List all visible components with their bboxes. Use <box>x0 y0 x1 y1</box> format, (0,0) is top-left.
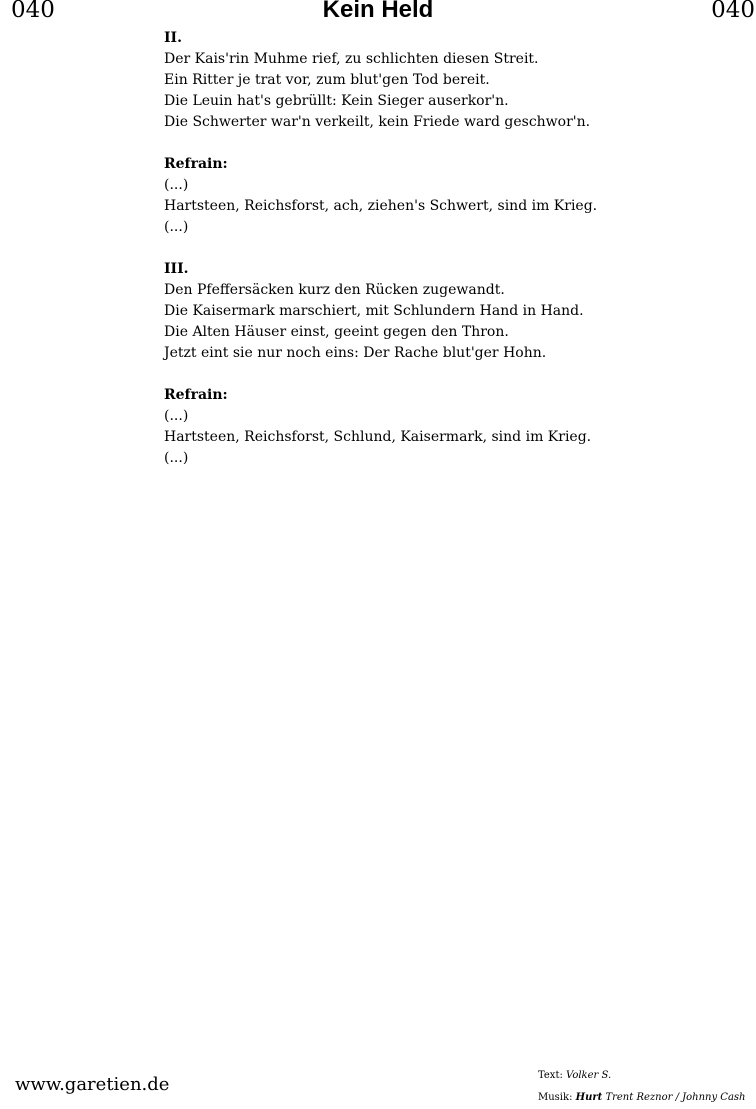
lyric-line: Hartsteen, Reichsforst, ach, ziehen's Schwert, sind im Krieg. <box>164 198 598 214</box>
lyric-line: Der Kais'rin Muhme rief, zu schlichten diesen Streit. <box>164 51 539 67</box>
lyric-line: (...) <box>164 177 189 193</box>
verse-label: II. <box>164 30 182 46</box>
credits <box>538 1065 746 1109</box>
lyric-line: Den Pfeffersäcken kurz den Rücken zugewandt. <box>164 282 505 298</box>
song-title: Kein Held <box>322 0 434 23</box>
lyric-line: Die Leuin hat's gebrüllt: Kein Sieger auserkor'n. <box>164 93 509 109</box>
verse-2 <box>164 28 744 133</box>
music-artists: Trent Reznor / Johnny Cash <box>605 1092 746 1103</box>
music-credit <box>538 1087 746 1109</box>
lyric-line: (...) <box>164 219 189 235</box>
refrain-label: Refrain: <box>164 387 228 403</box>
lyric-line: Jetzt eint sie nur noch eins: Der Rache blut'ger Hohn. <box>164 345 547 361</box>
lyric-line: Die Alten Häuser einst, geeint gegen den Thron. <box>164 324 509 340</box>
lyric-line: (...) <box>164 450 189 466</box>
refrain-2 <box>164 385 744 469</box>
music-song-title: Hurt <box>575 1092 603 1103</box>
page-number-left: 040 <box>11 0 55 23</box>
text-credit <box>538 1065 746 1087</box>
page-number-right: 040 <box>711 0 755 23</box>
lyric-line: (...) <box>164 408 189 424</box>
lyric-line: Hartsteen, Reichsforst, Schlund, Kaisermark, sind im Krieg. <box>164 429 592 445</box>
verse-label: III. <box>164 261 189 277</box>
lyric-line: Die Schwerter war'n verkeilt, kein Friede ward geschwor'n. <box>164 114 591 130</box>
text-credit-label: Text: <box>538 1070 563 1081</box>
music-credit-label: Musik: <box>538 1092 573 1103</box>
lyric-line: Die Kaisermark marschiert, mit Schlundern Hand in Hand. <box>164 303 584 319</box>
site-url: www.garetien.de <box>15 1074 170 1095</box>
lyric-line: Ein Ritter je trat vor, zum blut'gen Tod bereit. <box>164 72 490 88</box>
text-author: Volker S. <box>566 1070 612 1081</box>
refrain-1 <box>164 154 744 238</box>
lyrics-body <box>164 28 744 490</box>
verse-3 <box>164 259 744 364</box>
refrain-label: Refrain: <box>164 156 228 172</box>
